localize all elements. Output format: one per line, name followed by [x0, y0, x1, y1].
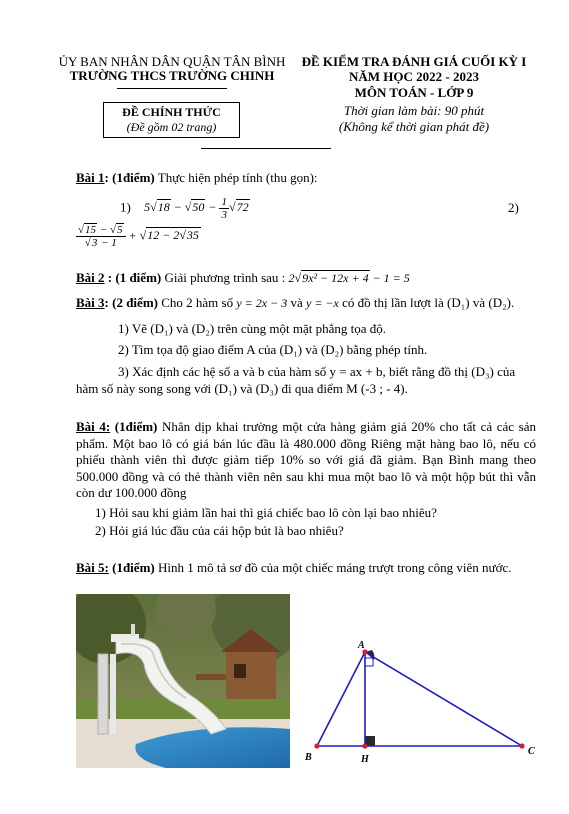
bai4-paragraph: [76, 419, 536, 502]
bai4-question-2: 2) Hỏi giá lúc đầu của cái hộp bút là bao nhiêu?: [95, 523, 344, 538]
bai1-item1-number: 1): [120, 199, 131, 215]
time-limit: Thời gian làm bài: 90 phút: [343, 103, 485, 118]
bai3-question-3-line2: hàm số này song song với (D₁) và (D₃) đi qua điểm M (-3 ; - 4).: [76, 381, 408, 396]
bai3-points: : (2 điểm): [104, 295, 158, 310]
section-divider: [201, 148, 331, 149]
official-exam-box: [103, 102, 240, 138]
time-note: (Không kể thời gian phát đề): [338, 119, 490, 134]
bai2-equation: 2√9x² − 12x + 4 − 1 = 5: [288, 271, 410, 285]
bai3-label: Bài 3: [76, 295, 105, 310]
bai4-label: Bài 4:: [76, 419, 111, 434]
bai1-item1: [120, 196, 250, 221]
bai4-question-1: 1) Hỏi sau khi giảm lần hai thì giá chiếc bao lô còn lại bao nhiêu?: [95, 505, 437, 520]
side-ac: [365, 652, 522, 746]
bai4-points: (1điểm): [110, 419, 158, 434]
bai1-expr1: 5√18 − √50 − $\frac{1}{3}$ √72: [144, 196, 249, 221]
bai3-function-1: y = 2x − 3: [236, 296, 288, 310]
district-name: ỦY BAN NHÂN DÂN QUẬN TÂN BÌNH: [58, 54, 286, 69]
bai2-text: Giải phương trình sau :: [161, 270, 289, 285]
label-h: H: [361, 754, 369, 765]
bai2-points: : (1 điểm): [104, 270, 162, 285]
bai2-label: Bài 2: [76, 270, 105, 285]
school-year: NĂM HỌC 2022 - 2023: [349, 69, 479, 84]
bai5-points: (1điểm): [108, 560, 155, 575]
bai5-heading: [76, 560, 512, 576]
official-note: (Đề gồm 02 trang): [126, 120, 217, 134]
bai5-text: Hình 1 mô tả sơ đồ của một chiếc máng trượt trong công viên nước.: [154, 560, 512, 575]
header-divider: [117, 88, 227, 89]
school-name: TRƯỜNG THCS TRƯỜNG CHINH: [69, 68, 275, 83]
bai1-item2-number: 2): [508, 200, 519, 215]
subject-grade: MÔN TOÁN - LỚP 9: [354, 85, 474, 100]
bai3-question-3-line1: 3) Xác định các hệ số a và b của hàm số y = ax + b, biết rằng đồ thị (D₃) của: [118, 364, 516, 379]
official-title: ĐỀ CHÍNH THỨC: [122, 105, 221, 119]
exam-title: ĐỀ KIỂM TRA ĐÁNH GIÁ CUỐI KỲ I: [301, 54, 527, 69]
point-c: [519, 743, 524, 748]
bai1-text: Thực hiện phép tính (thu gọn):: [154, 170, 318, 185]
slide-triangle-diagram: [300, 630, 550, 770]
water-slide-photo: [76, 594, 290, 768]
point-b: [314, 743, 319, 748]
bai3-question-2: 2) Tìm tọa độ giao điểm A của (D₁) và (D₂) bằng phép tính.: [118, 342, 428, 357]
side-ab: [317, 652, 365, 746]
bai1-points: : (1điểm): [104, 170, 155, 185]
bai1-expr2: $\frac{√15 - √5}{√3 - 1}$ + √12 − 2√35: [78, 224, 199, 249]
water-slide-illustration: [76, 594, 290, 768]
bai5-label: Bài 5:: [76, 560, 109, 575]
label-a: A: [358, 640, 365, 651]
bai2-heading: [76, 270, 410, 286]
label-c: C: [528, 746, 535, 757]
label-b: B: [305, 752, 312, 763]
bai4-body: Nhân dịp khai trường một cửa hàng giảm giá 20% cho tất cả các sản phẩm. Một bao lô có giá bán lúc đầu là 480.000 đồng Riêng mặt hàng bao lô, nếu có phiếu thành viên thì được giảm tiếp 10% so với giá đã giảm. Bạn Bình mang theo 500.000 đồng và có thẻ thành viên nên sau khi mua một bao lô và một hộp bút thì vẫn còn dư 100.000 đồng: [76, 419, 536, 500]
bai3-question-1: 1) Vẽ (D₁) và (D₂) trên cùng một mặt phẳng tọa độ.: [118, 321, 387, 336]
point-h: [362, 743, 367, 748]
bai3-heading: Bài 3: (2 điểm) Cho 2 hàm số y = 2x − 3 và y = −x có đồ thị lần lượt là (D₁) và (D₂).: [76, 295, 515, 310]
right-angle-a-mark: [365, 658, 373, 666]
bai3-function-2: y = −x: [306, 296, 339, 310]
bai1-label: Bài 1: [76, 170, 105, 185]
bai1-heading: [76, 170, 318, 186]
